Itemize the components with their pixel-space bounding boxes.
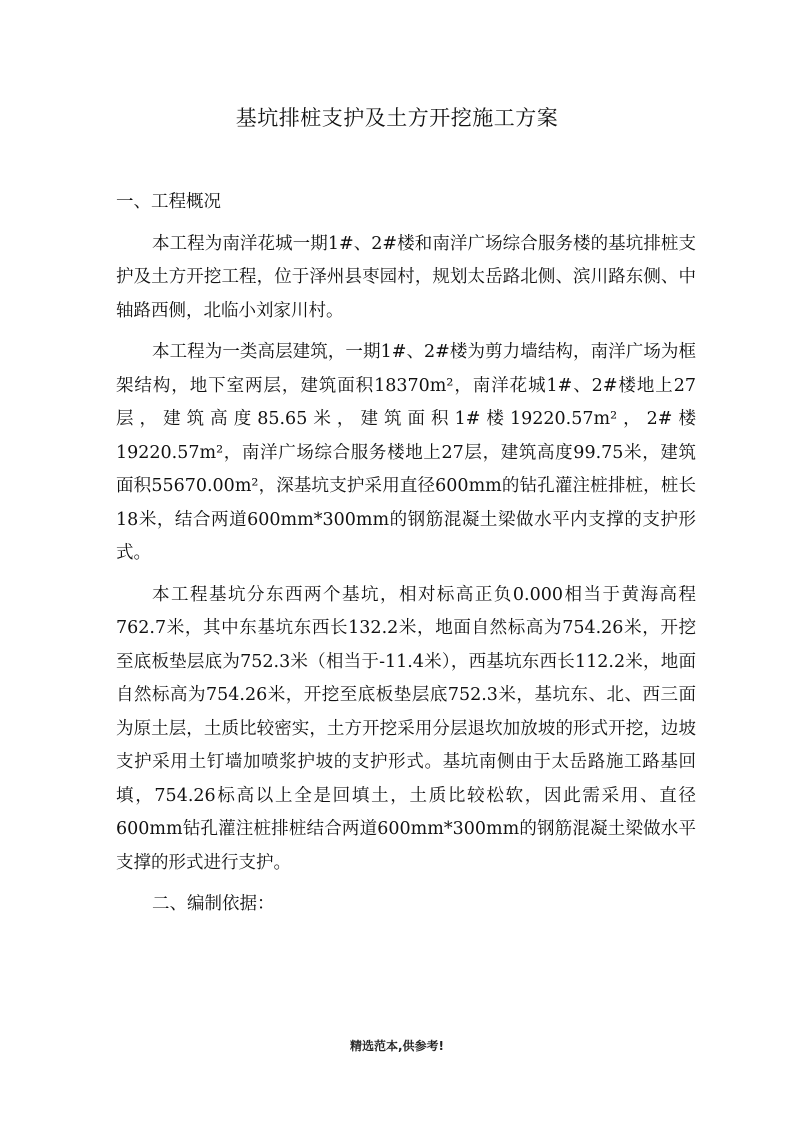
paragraph-foundation-pit: 本工程基坑分东西两个基坑，相对标高正负0.000相当于黄海高程762.7米，其中东基坑东西长132.2米，地面自然标高为754.26米，开挖至底板垫层底为752.3米（相当于-11.4米），西基坑东西长112.2米，地面自然标高为754.26米，开挖至底板垫层底752.3米，基坑东、北、西三面为原土层，土质比较密实，土方开挖采用分层退坎加放坡的形式开挖，边坡支护采用土钉墙加喷浆护坡的支护形式。基坑南侧由于太岳路施工路基回填，754.26标高以上全是回填土，土质比较松软，因此需采用、直径600mm钻孔灌注桩排桩结合两道600mm*300mm的钢筋混凝土梁做水平支撑的形式进行支护。 — [116, 584, 696, 873]
section-heading-basis: 二、编制依据： — [152, 894, 275, 914]
document-title: 基坑排桩支护及土方开挖施工方案 — [235, 106, 559, 130]
footer-note: 精选范本,供参考! — [349, 1039, 445, 1053]
section-heading-overview: 一、工程概况 — [116, 192, 221, 212]
paragraph-project-location: 本工程为南洋花城一期1#、2#楼和南洋广场综合服务楼的基坑排桩支护及土方开挖工程，位于泽州县枣园村，规划太岳路北侧、滨川路东侧、中轴路西侧，北临小刘家川村。 — [116, 233, 696, 321]
paragraph-building-structure: 本工程为一类高层建筑，一期1#、2#楼为剪力墙结构，南洋广场为框架结构，地下室两层，建筑面积18370m²，南洋花城1#、2#楼地上27层，建筑高度85.65米，建筑面积1#楼19220.57m²，2#楼19220.57m²，南洋广场综合服务楼地上27层，建筑高度99.75米，建筑面积55670.00m²，深基坑支护采用直径600mm的钻孔灌注桩排桩，桩长18米，结合两道600mm*300mm的钢筋混凝土梁做水平内支撑的支护形式。 — [116, 342, 696, 563]
document-body — [116, 186, 696, 922]
